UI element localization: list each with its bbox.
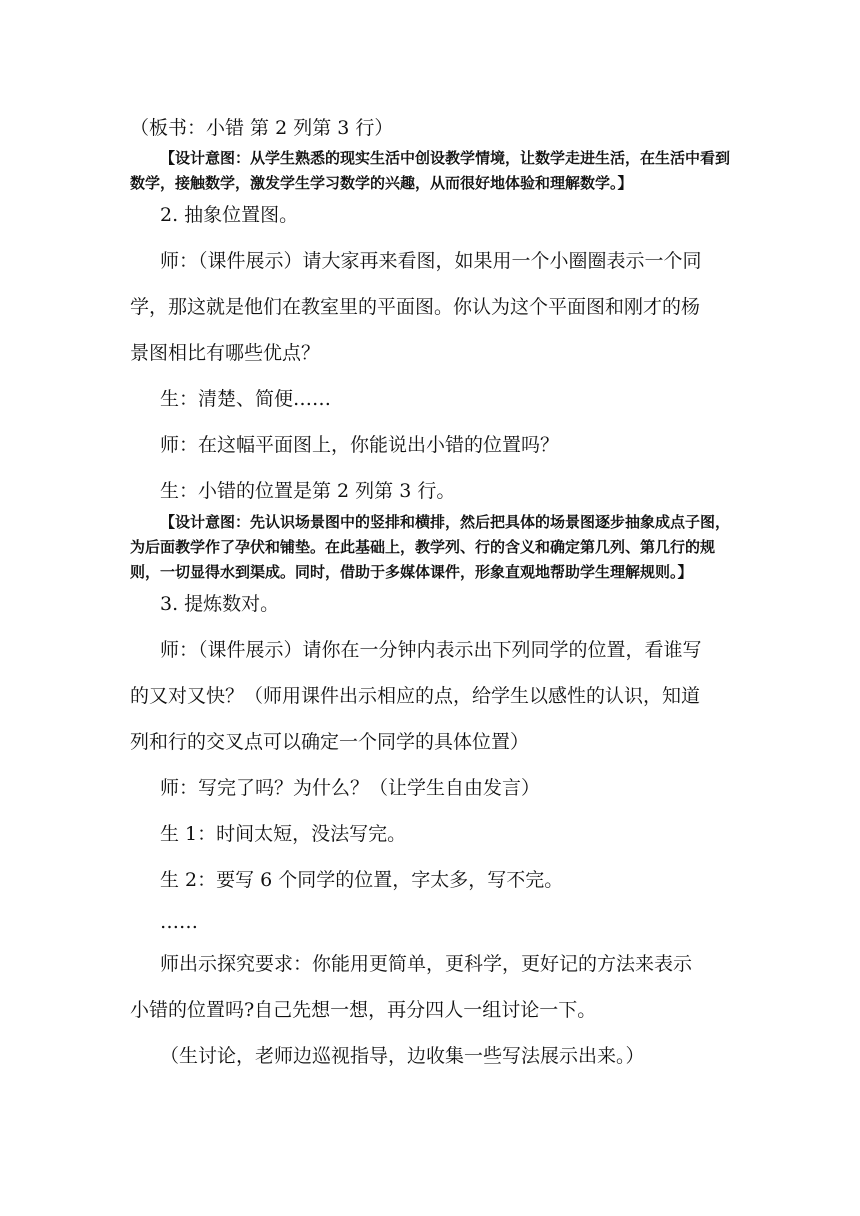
- discussion-note: （生讨论，老师边巡视指导，边收集一些写法展示出来。）: [160, 1045, 645, 1067]
- board-note: （板书：小错 第 2 列第 3 行）: [130, 117, 394, 139]
- section-heading-3: 3. 提炼数对。: [160, 593, 280, 615]
- design-intent-2-line-2: 为后面教学作了孕伏和铺垫。在此基础上，教学列、行的含义和确定第几列、第几行的规: [130, 538, 716, 556]
- design-intent-1-line-1: 【设计意图：从学生熟悉的现实生活中创设教学情境，让数学走进生活，在生活中看到: [160, 149, 731, 167]
- teacher-question-2: 师：写完了吗？为什么？（让学生自由发言）: [160, 777, 541, 799]
- student-2-answer: 生 2：要写 6 个同学的位置，字太多，写不完。: [160, 869, 564, 891]
- design-intent-1-line-2: 数学，接触数学，激发学生学习数学的兴趣，从而很好地体验和理解数学。】: [130, 174, 633, 192]
- teacher-question-1: 师：在这幅平面图上，你能说出小错的位置吗？: [160, 434, 560, 456]
- teacher-paragraph-2-line-1: 师：（课件展示）请你在一分钟内表示出下列同学的位置，看谁写: [160, 639, 702, 661]
- design-intent-2-line-1: 【设计意图：先认识场景图中的竖排和横排，然后把具体的场景图逐步抽象成点子图，: [160, 513, 731, 531]
- teacher-paragraph-1-line-1: 师：（课件展示）请大家再来看图，如果用一个小圈圈表示一个同: [160, 250, 702, 272]
- student-1-answer: 生 1：时间太短，没法写完。: [160, 823, 407, 845]
- student-answer-1: 生：清楚、简便……: [160, 388, 332, 410]
- teacher-paragraph-2-line-2: 的又对又快？（师用课件出示相应的点，给学生以感性的认识，知道: [130, 685, 701, 707]
- teacher-paragraph-2-line-3: 列和行的交叉点可以确定一个同学的具体位置）: [130, 731, 530, 753]
- ellipsis-line: ……: [160, 911, 198, 933]
- section-heading-2: 2. 抽象位置图。: [160, 204, 299, 226]
- inquiry-requirement-line-2: 小错的位置吗?自己先想一想，再分四人一组讨论一下。: [130, 999, 597, 1021]
- design-intent-2-line-3: 则，一切显得水到渠成。同时，借助于多媒体课件，形象直观地帮助学生理解规则。】: [130, 563, 693, 581]
- student-answer-2: 生：小错的位置是第 2 列第 3 行。: [160, 480, 456, 502]
- inquiry-requirement-line-1: 师出示探究要求：你能用更简单，更科学，更好记的方法来表示: [160, 953, 693, 975]
- teacher-paragraph-1-line-2: 学，那这就是他们在教室里的平面图。你认为这个平面图和刚才的杨: [130, 296, 701, 318]
- teacher-paragraph-1-line-3: 景图相比有哪些优点？: [130, 342, 321, 364]
